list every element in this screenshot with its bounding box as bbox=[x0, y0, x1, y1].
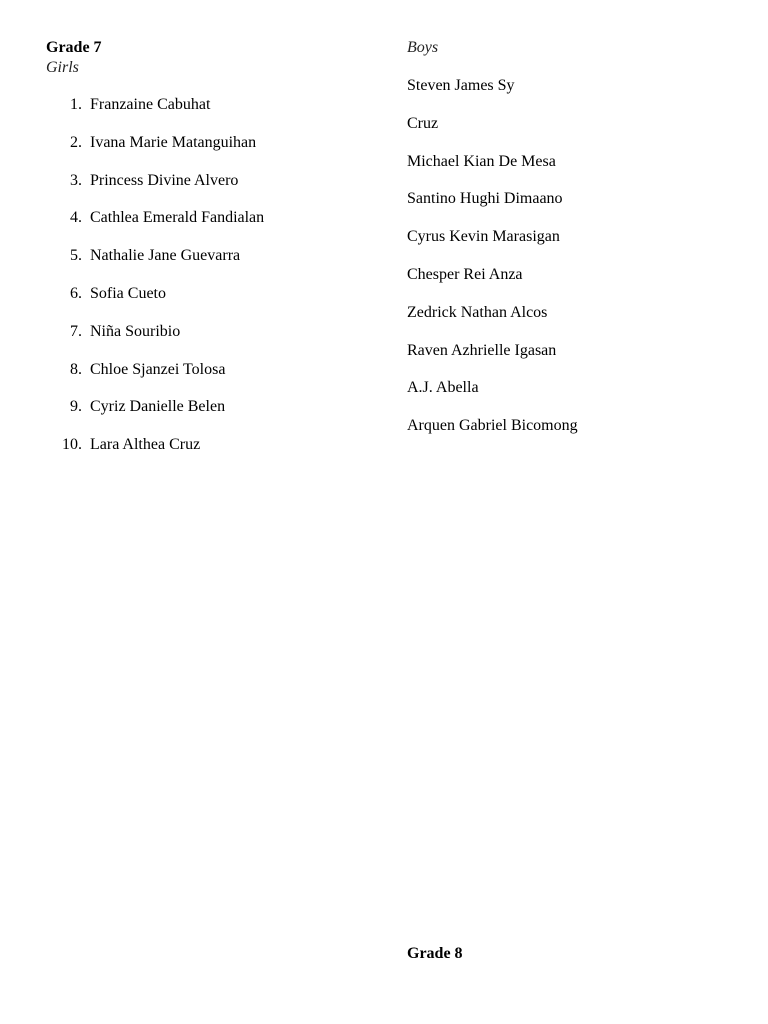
list-item-number: 5. bbox=[70, 247, 82, 265]
list-item bbox=[46, 95, 366, 133]
boys-list bbox=[407, 76, 737, 454]
list-item-name: Cyriz Danielle Belen bbox=[90, 398, 226, 416]
list-item: Raven Azhrielle Igasan bbox=[407, 341, 557, 359]
list-item: Michael Kian De Mesa bbox=[407, 152, 556, 170]
list-item-number: 8. bbox=[70, 360, 82, 378]
girls-label: Girls bbox=[46, 59, 79, 76]
girls-column bbox=[46, 38, 366, 454]
boys-label: Boys bbox=[407, 39, 439, 56]
list-item-name: Chloe Sjanzei Tolosa bbox=[90, 360, 226, 378]
list-item bbox=[46, 397, 366, 435]
list-item-number: 6. bbox=[70, 284, 82, 302]
list-item bbox=[46, 208, 366, 246]
list-item bbox=[46, 246, 366, 284]
list-item-name: Niña Souribio bbox=[90, 322, 181, 340]
list-item bbox=[46, 171, 366, 209]
list-item-number: 4. bbox=[70, 209, 82, 227]
list-item-name: Lara Althea Cruz bbox=[90, 436, 201, 454]
list-item-name: Cathlea Emerald Fandialan bbox=[90, 209, 265, 227]
list-item bbox=[46, 435, 366, 473]
list-item-number: 9. bbox=[70, 398, 82, 416]
list-item: Cyrus Kevin Marasigan bbox=[407, 228, 560, 246]
list-item: Zedrick Nathan Alcos bbox=[407, 303, 548, 321]
list-item-number: 3. bbox=[70, 171, 82, 189]
list-item bbox=[46, 284, 366, 322]
list-item-name: Nathalie Jane Guevarra bbox=[90, 247, 241, 265]
list-item-name: Franzaine Cabuhat bbox=[90, 96, 211, 113]
list-item: Arquen Gabriel Bicomong bbox=[407, 417, 578, 435]
list-item: A.J. Abella bbox=[407, 379, 479, 397]
list-item bbox=[46, 133, 366, 171]
list-item-name: Princess Divine Alvero bbox=[90, 171, 239, 189]
list-item bbox=[46, 322, 366, 360]
grade-8-heading: Grade 8 bbox=[407, 945, 463, 962]
list-item: Cruz bbox=[407, 114, 439, 132]
list-item-number: 2. bbox=[70, 133, 82, 151]
girls-list bbox=[46, 95, 366, 473]
list-item-name: Sofia Cueto bbox=[90, 284, 166, 302]
list-item-number: 1. bbox=[70, 96, 82, 113]
grade-7-heading: Grade 7 bbox=[46, 39, 102, 56]
list-item: Santino Hughi Dimaano bbox=[407, 190, 563, 208]
list-item: Steven James Sy bbox=[407, 77, 515, 94]
list-item-number: 7. bbox=[70, 322, 82, 340]
list-item bbox=[46, 360, 366, 398]
list-item-number: 10. bbox=[62, 436, 82, 454]
list-item-name: Ivana Marie Matanguihan bbox=[90, 133, 257, 151]
list-item: Chesper Rei Anza bbox=[407, 265, 523, 283]
